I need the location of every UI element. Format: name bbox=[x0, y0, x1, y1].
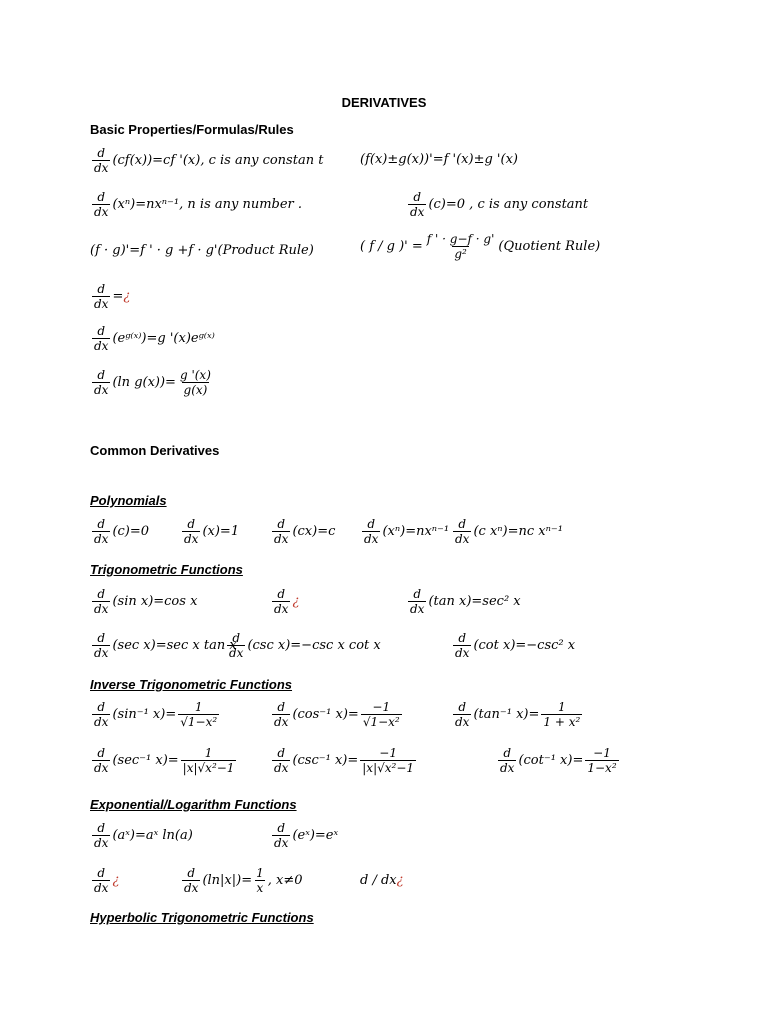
formula-constant-rule: $\frac{d}{dx}$ (c)=0 , c is any constant bbox=[410, 190, 589, 219]
formula-product-rule: (f · g)'=f ' · g +f · g'(Product Rule) bbox=[90, 243, 314, 258]
exp-a-power: $\frac{d}{dx}$ (aˣ)=aˣ ln(a) bbox=[94, 821, 193, 850]
poly-power: $\frac{d}{dx}$ (xⁿ)=nxⁿ⁻¹ bbox=[364, 517, 450, 546]
formula-constant-multiple: $\frac{d}{dx}$ (cf(x))=cf '(x), c is any constan t bbox=[94, 146, 324, 175]
trig-sec: $\frac{d}{dx}$ (sec x)=sec x tan x bbox=[94, 631, 237, 660]
log-placeholder: d / dx ¿ bbox=[360, 873, 404, 888]
section-hyperbolic-heading: Hyperbolic Trigonometric Functions bbox=[90, 910, 314, 925]
formula-exp-chain: $\frac{d}{dx}$ (eᵍ⁽ˣ⁾)=g '(x)eᵍ⁽ˣ⁾ bbox=[94, 324, 215, 353]
formula-quotient-rule: ( f / g )' = $\frac{f ' \cdot g-f \cdot g'}{\text{g²}}$ (Quotient Rule) bbox=[360, 232, 601, 261]
poly-constant: $\frac{d}{dx}$ (c)=0 bbox=[94, 517, 150, 546]
section-inverse-trig-heading: Inverse Trigonometric Functions bbox=[90, 677, 293, 692]
formula-log-chain: $\frac{d}{dx}$ (ln g(x))= $\frac{g '(x)}{g(x)}$ bbox=[94, 368, 211, 397]
exp-placeholder: $\frac{d}{dx}$ ¿ bbox=[94, 866, 120, 895]
trig-tan: $\frac{d}{dx}$ (tan x)=sec² x bbox=[410, 587, 521, 616]
inv-arccot: $\frac{d}{dx}$ (cot⁻¹ x)= $\frac{-1}{\text{1−x²}}$ bbox=[500, 746, 617, 775]
trig-csc: $\frac{d}{dx}$ (csc x)=−csc x cot x bbox=[229, 631, 381, 660]
inv-arctan: $\frac{d}{dx}$ (tan⁻¹ x)= $\frac{1}{\text{1 + x²}}$ bbox=[455, 700, 581, 729]
section-exp-log-heading: Exponential/Logarithm Functions bbox=[90, 797, 297, 812]
inv-arccsc: $\frac{d}{dx}$ (csc⁻¹ x)= $\frac{-1}{\text{|x|√x²−1}}$ bbox=[274, 746, 415, 775]
inv-arcsin: $\frac{d}{dx}$ (sin⁻¹ x)= $\frac{1}{\text{√1−x²}}$ bbox=[94, 700, 218, 729]
poly-x: $\frac{d}{dx}$ (x)=1 bbox=[184, 517, 240, 546]
inv-arccos: $\frac{d}{dx}$ (cos⁻¹ x)= $\frac{-1}{\text{√1−x²}}$ bbox=[274, 700, 400, 729]
section-common-heading: Common Derivatives bbox=[90, 443, 220, 458]
section-trig-heading: Trigonometric Functions bbox=[90, 562, 243, 577]
trig-cos-placeholder: $\frac{d}{dx}$ ¿ bbox=[274, 587, 300, 616]
poly-cx: $\frac{d}{dx}$ (cx)=c bbox=[274, 517, 336, 546]
page-title: DERIVATIVES bbox=[341, 95, 427, 110]
trig-sin: $\frac{d}{dx}$ (sin x)=cos x bbox=[94, 587, 198, 616]
poly-c-power: $\frac{d}{dx}$ (c xⁿ)=nc xⁿ⁻¹ bbox=[455, 517, 563, 546]
log-abs: $\frac{d}{dx}$ (ln|x|)= $\frac{1}{x}$ , x≠0 bbox=[184, 866, 303, 895]
inv-arcsec: $\frac{d}{dx}$ (sec⁻¹ x)= $\frac{1}{\text{|x|√x²−1}}$ bbox=[94, 746, 235, 775]
exp-e-power: $\frac{d}{dx}$ (eˣ)=eˣ bbox=[274, 821, 339, 850]
formula-sum-rule: (f(x)±g(x))'=f '(x)±g '(x) bbox=[360, 152, 518, 167]
section-polynomials-heading: Polynomials bbox=[90, 493, 167, 508]
formula-power-rule: $\frac{d}{dx}$ (xⁿ)=nxⁿ⁻¹, n is any number . bbox=[94, 190, 303, 219]
section-basic-heading: Basic Properties/Formulas/Rules bbox=[90, 122, 294, 137]
formula-chain-placeholder: $\frac{d}{dx}$ = ¿ bbox=[94, 282, 131, 311]
trig-cot: $\frac{d}{dx}$ (cot x)=−csc² x bbox=[455, 631, 576, 660]
